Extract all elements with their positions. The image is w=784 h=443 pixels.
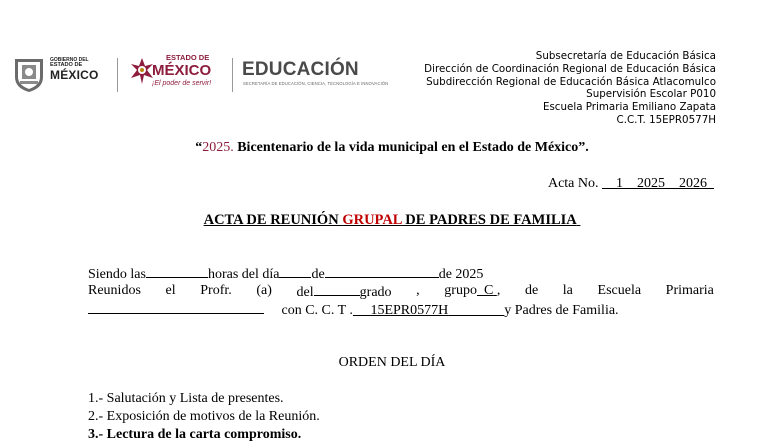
line2-word: Profr. (200, 283, 232, 298)
state-logo-estado: ESTADO DE (166, 53, 210, 62)
institution-line: Dirección de Coordinación Regional de Educación Básica (424, 62, 716, 75)
day-blank[interactable] (279, 265, 311, 278)
agenda-item: 1.- Salutación y Lista de presentes. (88, 391, 284, 406)
institution-block (424, 50, 716, 127)
agenda-item: 2.- Exposición de motivos de la Reunión. (88, 409, 320, 424)
gov-logo-text (50, 58, 108, 82)
gov-logo-line1: GOBIERNO DEL (50, 57, 89, 63)
institution-line: Subsecretaría de Educación Básica (535, 50, 716, 62)
line3-text-a: con C. C. T . (281, 303, 353, 318)
motto-open-quote: “ (195, 140, 203, 155)
agenda-heading: ORDEN DEL DÍA (338, 355, 446, 370)
line1-text-b: horas del día (207, 267, 280, 282)
gov-logo-line3: MÉXICO (50, 68, 99, 83)
logo-divider (117, 58, 118, 92)
line3-text-b: y Padres de Familia. (504, 303, 619, 318)
state-logo-slogan: ¡El poder de servir! (152, 79, 212, 87)
line2-word: , (416, 283, 420, 298)
line2-word: la (562, 283, 573, 298)
agenda-item: 3.- Lectura de la carta compromiso. (88, 427, 302, 442)
acta-number-prefix: Acta No. (547, 176, 599, 191)
time-blank[interactable] (146, 265, 208, 278)
state-logo-text (152, 54, 232, 87)
acta-year-start: 2025 (637, 176, 665, 191)
annual-motto (0, 140, 784, 156)
title-part1: ACTA DE REUNIÓN (203, 212, 343, 228)
education-logo-title: EDUCACIÓN (242, 59, 359, 80)
line2-word: (a) (256, 283, 272, 298)
acta-number-digit: 1 (616, 176, 623, 191)
education-logo-subtitle: SECRETARÍA DE EDUCACIÓN, CIENCIA, TECNOLOGÍA E INNOVACIÓN (243, 81, 389, 86)
body-line-1 (88, 265, 483, 283)
institution-line: Escuela Primaria Emiliano Zapata (542, 101, 716, 114)
state-logo-mexico: MÉXICO (152, 61, 212, 79)
line1-text-a: Siendo las (88, 267, 146, 282)
institution-line: Supervisión Escolar P010 (586, 88, 716, 101)
motto-year: 2025. (202, 140, 234, 155)
body-line-2 (88, 283, 714, 301)
line2-word: Primaria (665, 283, 714, 298)
line2-word: del (296, 285, 314, 300)
line2-word: Escuela (597, 283, 642, 298)
line2-word: , (496, 283, 501, 298)
gov-logo-line2: ESTADO DE (50, 62, 83, 69)
logo-divider (232, 58, 233, 92)
teacher-name-blank[interactable] (88, 301, 264, 314)
document-title (0, 212, 784, 229)
line2-word: Reunidos (88, 283, 141, 298)
body-line-3 (88, 301, 619, 319)
motto-text: Bicentenario de la vida municipal en el Estado de México”. (233, 140, 589, 155)
acta-year-end: 2026 (679, 176, 707, 191)
state-seal-icon (12, 55, 46, 93)
line2-word: grupo (444, 283, 477, 298)
line2-word: grado (359, 285, 392, 300)
acta-number-value (602, 176, 714, 191)
cct-value (353, 303, 504, 318)
title-highlight: GRUPAL (342, 212, 402, 228)
month-blank[interactable] (325, 265, 439, 278)
institution-line: C.C.T. 15EPR0577H (616, 113, 716, 126)
acta-number (548, 176, 714, 192)
line2-word: de (524, 283, 539, 298)
group-value (477, 283, 497, 298)
cct-code: 15EPR0577H (370, 303, 449, 318)
line1-text-c: de (311, 267, 325, 282)
group-letter: C (483, 283, 494, 298)
title-part2: DE PADRES DE FAMILIA (401, 212, 577, 228)
line2-word: el (165, 283, 176, 298)
line1-text-d: de 2025 (438, 267, 484, 282)
institution-line: Subdirección Regional de Educación Básica Atlacomulco (426, 75, 716, 88)
grade-blank[interactable] (314, 283, 360, 296)
